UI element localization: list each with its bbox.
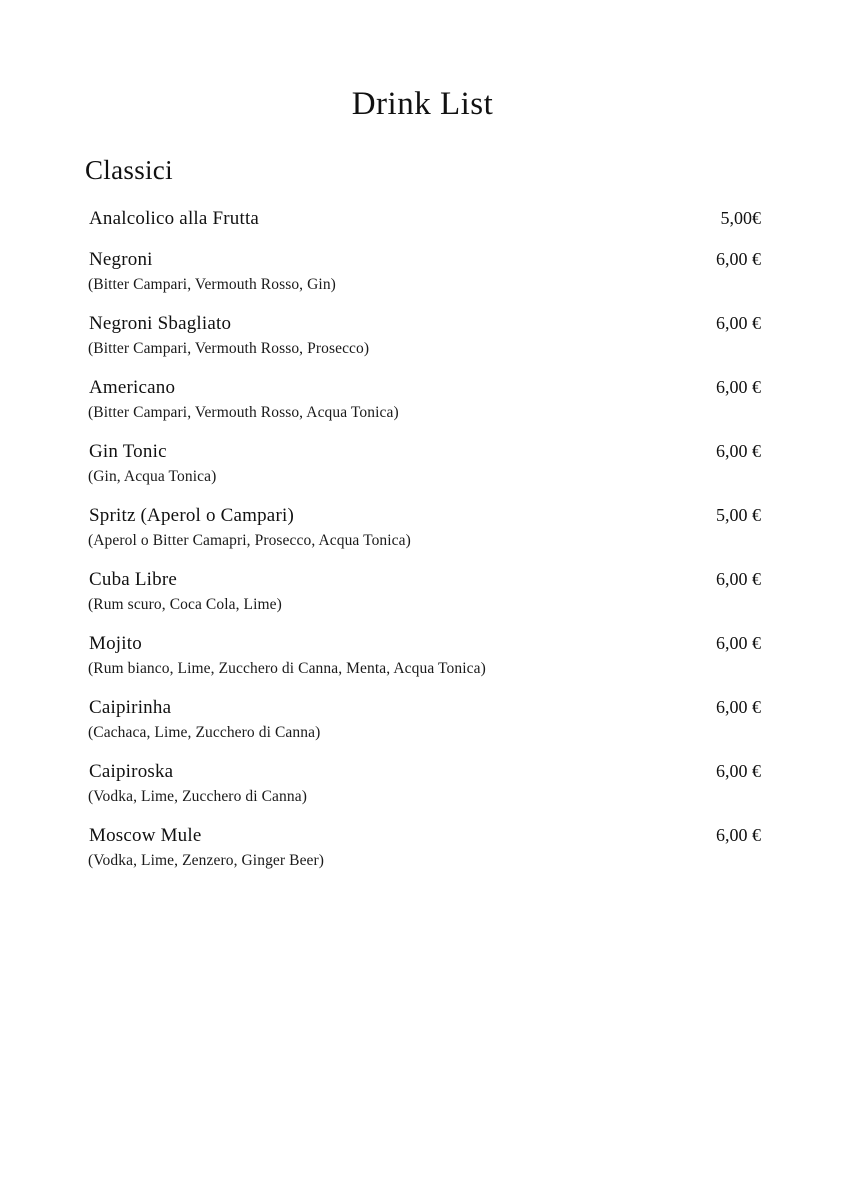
menu-item-description: (Bitter Campari, Vermouth Rosso, Gin) bbox=[88, 276, 336, 293]
menu-item-list bbox=[85, 208, 761, 870]
menu-item-name: Moscow Mule bbox=[89, 825, 202, 846]
menu-item-price: 6,00 € bbox=[716, 313, 761, 333]
menu-item-price: 6,00 € bbox=[716, 569, 761, 589]
menu-item-name: Negroni bbox=[89, 249, 153, 270]
menu-item-price: 6,00 € bbox=[716, 825, 761, 845]
menu-item-description: (Bitter Campari, Vermouth Rosso, Acqua Tonica) bbox=[88, 404, 399, 421]
menu-item-description: (Rum bianco, Lime, Zucchero di Canna, Menta, Acqua Tonica) bbox=[88, 660, 486, 677]
menu-item-name: Spritz (Aperol o Campari) bbox=[89, 505, 294, 526]
menu-item bbox=[85, 441, 761, 486]
menu-item-description: (Bitter Campari, Vermouth Rosso, Prosecco) bbox=[88, 340, 370, 357]
menu-item-name: Americano bbox=[89, 377, 176, 398]
menu-section-classici bbox=[0, 155, 845, 870]
menu-item bbox=[85, 208, 761, 230]
menu-item bbox=[85, 313, 761, 358]
menu-item bbox=[85, 633, 761, 678]
menu-item-description: (Vodka, Lime, Zenzero, Ginger Beer) bbox=[88, 852, 325, 869]
menu-item-name: Gin Tonic bbox=[89, 441, 167, 462]
menu-item-row bbox=[85, 505, 761, 527]
menu-item bbox=[85, 569, 761, 614]
menu-item-price: 6,00 € bbox=[716, 697, 761, 717]
menu-item-name: Negroni Sbagliato bbox=[89, 313, 232, 334]
menu-item-row bbox=[85, 633, 761, 655]
menu-item-name: Caipiroska bbox=[89, 761, 174, 782]
menu-item-price: 6,00 € bbox=[716, 633, 761, 653]
menu-item-price: 5,00 € bbox=[716, 505, 761, 525]
menu-item-price: 6,00 € bbox=[716, 249, 761, 269]
menu-item-description: (Cachaca, Lime, Zucchero di Canna) bbox=[88, 724, 321, 741]
menu-item-row bbox=[85, 569, 761, 591]
menu-item-row bbox=[85, 313, 761, 335]
menu-item bbox=[85, 249, 761, 294]
menu-item-row bbox=[85, 441, 761, 463]
menu-item-price: 5,00€ bbox=[720, 208, 761, 228]
menu-item-row bbox=[85, 761, 761, 783]
menu-item bbox=[85, 761, 761, 806]
menu-item bbox=[85, 377, 761, 422]
menu-item-row bbox=[85, 377, 761, 399]
page-title: Drink List bbox=[351, 86, 494, 122]
menu-item-name: Analcolico alla Frutta bbox=[89, 208, 260, 229]
menu-item-row bbox=[85, 697, 761, 719]
menu-item-price: 6,00 € bbox=[716, 441, 761, 461]
menu-item-name: Caipirinha bbox=[89, 697, 172, 718]
menu-item bbox=[85, 505, 761, 550]
menu-item-price: 6,00 € bbox=[716, 761, 761, 781]
menu-item-description: (Vodka, Lime, Zucchero di Canna) bbox=[88, 788, 307, 805]
menu-item-row bbox=[85, 249, 761, 271]
menu-item-row bbox=[85, 208, 761, 230]
menu-item-description: (Gin, Acqua Tonica) bbox=[88, 468, 217, 485]
menu-item-row bbox=[85, 825, 761, 847]
menu-item bbox=[85, 825, 761, 870]
menu-item bbox=[85, 697, 761, 742]
menu-item-name: Cuba Libre bbox=[89, 569, 178, 590]
section-title: Classici bbox=[85, 155, 173, 185]
menu-item-description: (Aperol o Bitter Camapri, Prosecco, Acqua Tonica) bbox=[88, 532, 411, 549]
menu-item-description: (Rum scuro, Coca Cola, Lime) bbox=[88, 596, 282, 613]
menu-item-price: 6,00 € bbox=[716, 377, 761, 397]
menu-item-name: Mojito bbox=[89, 633, 142, 654]
